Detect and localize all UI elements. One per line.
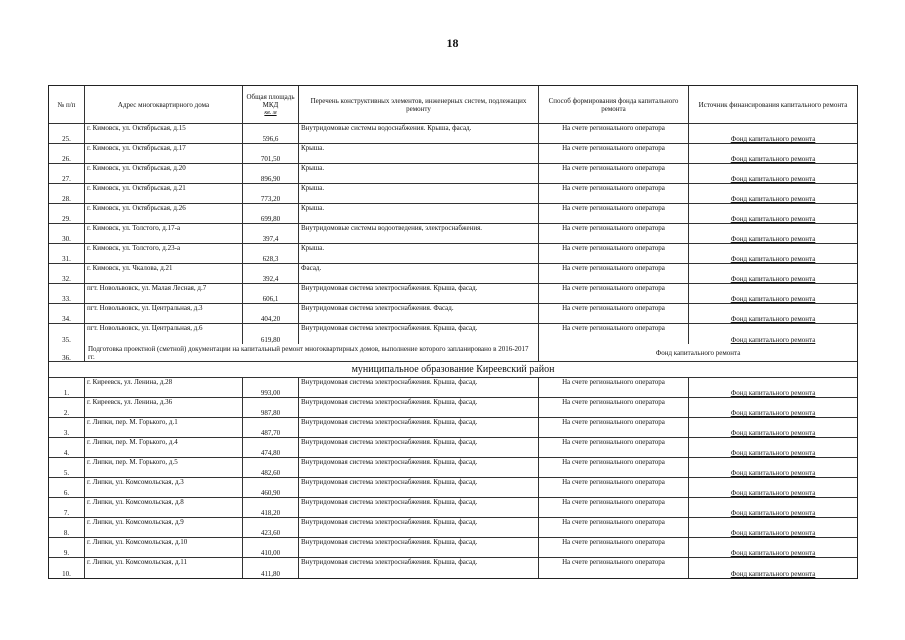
rows-kireevsk [49, 378, 857, 578]
row-method: На счете регионального оператора [539, 518, 689, 537]
table-row [49, 224, 857, 244]
row-num: 28. [49, 184, 85, 203]
row-address: г. Кимовск, ул. Октябрьская, д.15 [85, 124, 243, 143]
row-address: пгт. Новольвовск, ул. Центральная, д.6 [85, 324, 243, 344]
row-num: 30. [49, 224, 85, 243]
table-row [49, 264, 857, 284]
row-num: 31. [49, 244, 85, 263]
row-area: 628,3 [243, 244, 299, 263]
row-elements: Внутридомовая система электроснабжения. Крыша, фасад. [299, 538, 539, 557]
row-source: Фонд капитального ремонта [730, 275, 816, 283]
row-area: 474,80 [243, 438, 299, 457]
table-row-36 [49, 344, 857, 362]
row-num: 4. [49, 438, 85, 457]
row-address: г. Кимовск, ул. Октябрьская, д.21 [85, 184, 243, 203]
row-area: 987,80 [243, 398, 299, 417]
row-method: На счете регионального оператора [539, 478, 689, 497]
row-area: 699,80 [243, 204, 299, 223]
repair-table [48, 85, 858, 579]
header-address: Адрес многоквартирного дома [85, 86, 243, 123]
row-method: На счете регионального оператора [539, 304, 689, 323]
row-address: пгт. Новольвовск, ул. Центральная, д.3 [85, 304, 243, 323]
table-row [49, 498, 857, 518]
row-elements: Внутридомовая система электроснабжения. Крыша, фасад. [299, 398, 539, 417]
row-source: Фонд капитального ремонта [730, 315, 816, 323]
table-row [49, 144, 857, 164]
row-source: Фонд капитального ремонта [730, 255, 816, 263]
row-area: 482,60 [243, 458, 299, 477]
row-elements: Внутридомовая система электроснабжения. Крыша, фасад. [299, 498, 539, 517]
table-row [49, 558, 857, 578]
row-method: На счете регионального оператора [539, 184, 689, 203]
row-36-num: 36. [49, 344, 85, 362]
row-area: 773,20 [243, 184, 299, 203]
row-source: Фонд капитального ремонта [730, 389, 816, 397]
table-row [49, 304, 857, 324]
row-elements: Внутридомовая система электроснабжения. Крыша, фасад. [299, 478, 539, 497]
table-header [49, 86, 857, 124]
row-source: Фонд капитального ремонта [730, 135, 816, 143]
row-source: Фонд капитального ремонта [730, 409, 816, 417]
row-method: На счете регионального оператора [539, 398, 689, 417]
row-method: На счете регионального оператора [539, 458, 689, 477]
row-num: 6. [49, 478, 85, 497]
row-elements: Внутридомовая система электроснабжения. Крыша, фасад. [299, 324, 539, 344]
row-method: На счете регионального оператора [539, 244, 689, 263]
row-elements: Внутридомовая система электроснабжения. Крыша, фасад. [299, 418, 539, 437]
row-num: 5. [49, 458, 85, 477]
row-area: 404,20 [243, 304, 299, 323]
row-area: 606,1 [243, 284, 299, 303]
row-elements: Крыша. [299, 244, 539, 263]
row-source: Фонд капитального ремонта [730, 155, 816, 163]
row-method: На счете регионального оператора [539, 224, 689, 243]
row-address: г. Липки, ул. Комсомольская, д.10 [85, 538, 243, 557]
row-elements: Внутридомовая система электроснабжения. Фасад. [299, 304, 539, 323]
row-elements: Внутридомовая система электроснабжения. Крыша, фасад. [299, 558, 539, 578]
row-elements: Внутридомовая система электроснабжения. Крыша, фасад. [299, 284, 539, 303]
row-elements: Крыша. [299, 164, 539, 183]
table-row [49, 458, 857, 478]
header-area [243, 86, 299, 123]
row-elements: Внутридомовая система электроснабжения. Крыша, фасад. [299, 378, 539, 397]
table-row [49, 538, 857, 558]
row-num: 35. [49, 324, 85, 344]
row-num: 9. [49, 538, 85, 557]
row-elements: Крыша. [299, 184, 539, 203]
row-source: Фонд капитального ремонта [730, 570, 816, 578]
row-elements: Внутридомовая система электроснабжения. Крыша, фасад. [299, 518, 539, 537]
row-area: 397,4 [243, 224, 299, 243]
row-address: г. Кимовск, ул. Толстого, д.17-а [85, 224, 243, 243]
row-method: На счете регионального оператора [539, 324, 689, 344]
row-source: Фонд капитального ремонта [730, 215, 816, 223]
row-area: 392,4 [243, 264, 299, 283]
row-num: 29. [49, 204, 85, 223]
table-row [49, 398, 857, 418]
row-source: Фонд капитального ремонта [730, 336, 816, 344]
row-elements: Крыша. [299, 204, 539, 223]
row-source: Фонд капитального ремонта [730, 175, 816, 183]
row-area: 896,90 [243, 164, 299, 183]
page-number: 18 [446, 36, 459, 50]
row-address: г. Кимовск, ул. Октябрьская, д.26 [85, 204, 243, 223]
row-source: Фонд капитального ремонта [730, 489, 816, 497]
header-method: Способ формирования фонда капитального ремонта [539, 86, 689, 123]
row-num: 34. [49, 304, 85, 323]
row-address: г. Киреевск, ул. Ленина, д.36 [85, 398, 243, 417]
section-title: муниципальное образование Киреевский район [49, 362, 857, 378]
row-num: 33. [49, 284, 85, 303]
row-num: 10. [49, 558, 85, 578]
row-method: На счете регионального оператора [539, 438, 689, 457]
header-area-label: Общая площадь МКД [246, 92, 295, 109]
table-row [49, 184, 857, 204]
row-num: 27. [49, 164, 85, 183]
row-area: 460,90 [243, 478, 299, 497]
row-method: На счете регионального оператора [539, 164, 689, 183]
header-area-unit: кв. м [264, 109, 277, 116]
row-source: Фонд капитального ремонта [730, 509, 816, 517]
row-address: г. Кимовск, ул. Октябрьская, д.20 [85, 164, 243, 183]
table-row [49, 418, 857, 438]
row-num: 25. [49, 124, 85, 143]
row-num: 7. [49, 498, 85, 517]
row-method: На счете регионального оператора [539, 264, 689, 283]
row-source: Фонд капитального ремонта [730, 529, 816, 537]
row-source: Фонд капитального ремонта [730, 449, 816, 457]
table-row [49, 124, 857, 144]
row-num: 3. [49, 418, 85, 437]
row-area: 411,80 [243, 558, 299, 578]
row-elements: Внутридомовые системы водоснабжения. Крыша, фасад. [299, 124, 539, 143]
row-method: На счете регионального оператора [539, 418, 689, 437]
row-method: На счете регионального оператора [539, 538, 689, 557]
row-method: На счете регионального оператора [539, 204, 689, 223]
header-source: Источник финансирования капитального ремонта [698, 100, 848, 109]
row-address: г. Липки, пер. М. Горького, д.1 [85, 418, 243, 437]
row-method: На счете регионального оператора [539, 284, 689, 303]
row-area: 619,80 [243, 324, 299, 344]
row-elements: Внутридомовая система электроснабжения. Крыша, фасад. [299, 458, 539, 477]
row-address: г. Липки, ул. Комсомольская, д.9 [85, 518, 243, 537]
header-elements: Перечень конструктивных элементов, инженерных систем, подлежащих ремонту [299, 86, 539, 123]
row-area: 423,60 [243, 518, 299, 537]
row-elements: Внутридомовая система электроснабжения. Крыша, фасад. [299, 438, 539, 457]
table-row [49, 324, 857, 344]
row-36-source: Фонд капитального ремонта [655, 348, 741, 357]
table-row [49, 204, 857, 224]
row-method: На счете регионального оператора [539, 144, 689, 163]
row-source: Фонд капитального ремонта [730, 235, 816, 243]
row-source: Фонд капитального ремонта [730, 549, 816, 557]
table-row [49, 284, 857, 304]
row-num: 8. [49, 518, 85, 537]
table-row [49, 518, 857, 538]
table-row [49, 378, 857, 398]
row-source: Фонд капитального ремонта [730, 469, 816, 477]
row-num: 26. [49, 144, 85, 163]
row-source: Фонд капитального ремонта [730, 295, 816, 303]
table-row [49, 478, 857, 498]
row-num: 32. [49, 264, 85, 283]
row-num: 1. [49, 378, 85, 397]
row-num: 2. [49, 398, 85, 417]
row-address: пгт. Новольвовск, ул. Малая Лесная, д.7 [85, 284, 243, 303]
row-address: г. Кимовск, ул. Октябрьская, д.17 [85, 144, 243, 163]
row-address: г. Кимовск, ул. Чкалова, д.21 [85, 264, 243, 283]
row-area: 410,00 [243, 538, 299, 557]
row-address: г. Липки, пер. М. Горького, д.5 [85, 458, 243, 477]
row-address: г. Липки, ул. Комсомольская, д.8 [85, 498, 243, 517]
row-area: 701,50 [243, 144, 299, 163]
row-address: г. Киреевск, ул. Ленина, д.28 [85, 378, 243, 397]
table-row [49, 438, 857, 458]
row-method: На счете регионального оператора [539, 498, 689, 517]
row-elements: Крыша. [299, 144, 539, 163]
row-method: На счете регионального оператора [539, 378, 689, 397]
row-address: г. Кимовск, ул. Толстого, д.23-а [85, 244, 243, 263]
row-area: 487,70 [243, 418, 299, 437]
header-num: № п/п [49, 86, 85, 123]
row-area: 596,6 [243, 124, 299, 143]
table-row [49, 164, 857, 184]
table-row [49, 244, 857, 264]
row-address: г. Липки, ул. Комсомольская, д.3 [85, 478, 243, 497]
row-method: На счете регионального оператора [539, 124, 689, 143]
rows-kimovsk [49, 124, 857, 344]
row-36-text: Подготовка проектной (сметной) документации на капитальный ремонт многоквартирных домов, выполнение которого запланировано в 2016-2017 гг. [85, 344, 539, 362]
row-elements: Внутридомовые системы водоотведения, электроснабжения. [299, 224, 539, 243]
row-address: г. Липки, пер. М. Горького, д.4 [85, 438, 243, 457]
row-source: Фонд капитального ремонта [730, 429, 816, 437]
row-method: На счете регионального оператора [539, 558, 689, 578]
row-elements: Фасад. [299, 264, 539, 283]
row-source: Фонд капитального ремонта [730, 195, 816, 203]
row-area: 418,20 [243, 498, 299, 517]
row-address: г. Липки, ул. Комсомольская, д.11 [85, 558, 243, 578]
row-area: 993,00 [243, 378, 299, 397]
